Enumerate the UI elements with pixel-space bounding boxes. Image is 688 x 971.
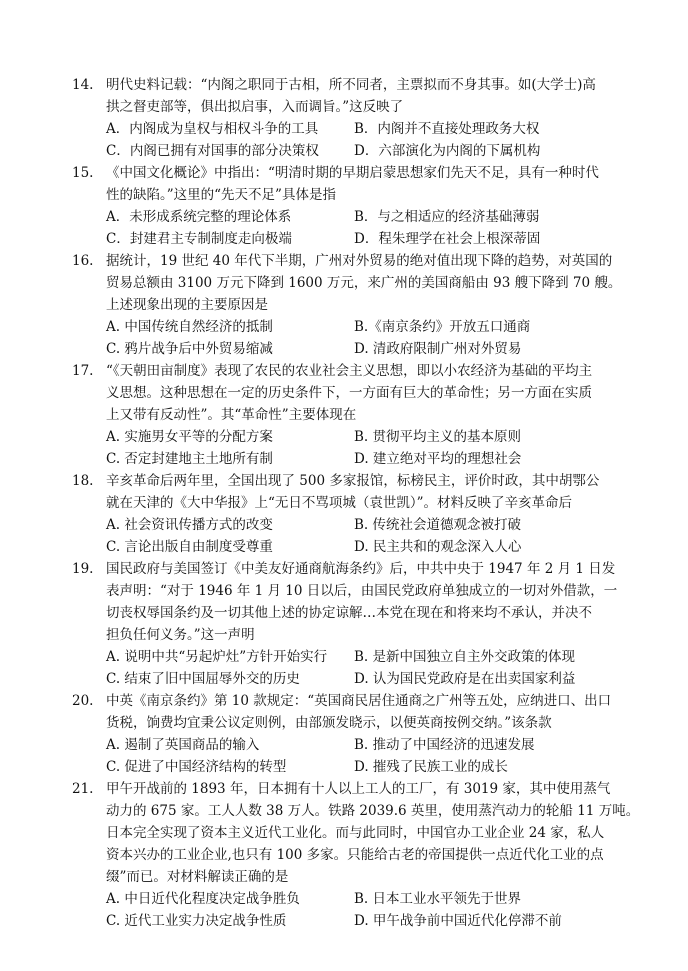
option-a: A. 社会资讯传播方式的改变 (106, 517, 273, 533)
option-c: C. 促进了中国经济结构的转型 (106, 759, 287, 775)
option-d: D. 摧残了民族工业的成长 (354, 759, 508, 775)
question-stem-line: 上又带有反动性”。其“革命性”主要体现在 (106, 407, 357, 423)
option-d: D. 建立绝对平均的理想社会 (354, 451, 522, 467)
question-16 (72, 250, 650, 360)
question-stem-line: 国民政府与美国签订《中美友好通商航海条约》后，中共中央于 1947 年 2 月 1 日发 (106, 561, 616, 577)
option-a: A．未形成系统完整的理论体系 (106, 209, 292, 225)
question-stem-line: 中英《南京条约》第 10 款规定：“英国商民居住通商之广州等五处，应纳进口、出口 (106, 693, 612, 709)
question-stem-line: 甲午开战前的 1893 年，日本拥有十人以上工人的工厂，有 3019 家，其中使用蒸气 (106, 781, 611, 797)
question-17 (72, 360, 650, 470)
option-b: B. 传统社会道德观念被打破 (354, 517, 522, 533)
option-b: B．与之相适应的经济基础薄弱 (354, 209, 540, 225)
option-c: C．封建君主专制制度走向极端 (106, 231, 292, 247)
question-stem-line: 拱之督吏部等，俱出拟启事，入而调旨。”这反映了 (106, 99, 404, 115)
option-a: A．内阁成为皇权与相权斗争的工具 (106, 121, 319, 137)
question-18 (72, 470, 650, 558)
question-number: 19. (72, 561, 94, 577)
question-stem-line: “《天朝田亩制度》表现了农民的农业社会主义思想，即以小农经济为基础的平均主 (106, 363, 593, 379)
question-number: 21. (72, 781, 94, 797)
question-number: 15. (72, 165, 94, 181)
option-a: A. 中国传统自然经济的抵制 (106, 319, 273, 335)
option-a: A. 说明中共“另起炉灶”方针开始实行 (106, 649, 328, 665)
option-b: B. 日本工业水平领先于世界 (354, 891, 522, 907)
option-c: C. 言论出版自由制度受尊重 (106, 539, 273, 555)
option-c: C. 鸦片战争后中外贸易缩减 (106, 341, 273, 357)
question-stem-line: 缀”而已。对材料解读正确的是 (106, 869, 289, 885)
option-d: D．程朱理学在社会上根深蒂固 (354, 231, 541, 247)
option-d: D. 认为国民党政府是在出卖国家利益 (354, 671, 576, 687)
option-b: B. 是新中国独立自主外交政策的体现 (354, 649, 576, 665)
question-number: 16. (72, 253, 94, 269)
question-stem-line: 明代史料记载：“内阁之职同于古相，所不同者，主票拟而不身其事。如(大学士)高 (106, 77, 596, 93)
option-b: B．内阁并不直接处理政务大权 (354, 121, 540, 137)
question-stem-line: 贸易总额由 3100 万元下降到 1600 万元，来广州的美国商船由 93 艘下降到 70 艘。 (106, 275, 622, 291)
question-21 (72, 778, 650, 932)
question-stem-line: 动力的 675 家。工人人数 38 万人。铁路 2039.6 英里，使用蒸汽动力的轮船 11 万吨。 (106, 803, 640, 819)
option-c: C．内阁已拥有对国事的部分决策权 (106, 143, 319, 159)
option-b: B.《南京条约》开放五口通商 (354, 319, 531, 335)
option-d: D. 清政府限制广州对外贸易 (354, 341, 522, 357)
option-b: B. 贯彻平均主义的基本原则 (354, 429, 522, 445)
question-stem-line: 义思想。这种思想在一定的历史条件下，一方面有巨大的革命性；另一方面在实质 (106, 385, 592, 401)
question-20 (72, 690, 650, 778)
option-b: B. 推动了中国经济的迅速发展 (354, 737, 535, 753)
option-c: C. 结束了旧中国屈辱外交的历史 (106, 671, 300, 687)
question-14 (72, 74, 650, 162)
question-19 (72, 558, 650, 690)
question-stem-line: 就在天津的《大中华报》上“无日不骂项城（袁世凯）”。材料反映了辛亥革命后 (106, 495, 573, 511)
question-number: 14. (72, 77, 94, 93)
question-stem-line: 上述现象出现的主要原因是 (106, 297, 268, 313)
question-15 (72, 162, 650, 250)
question-stem-line: 货税，饷费均宜秉公议定则例，由部颁发晓示，以便英商按例交纳。”该条款 (106, 715, 552, 731)
option-d: D．六部演化为内阁的下属机构 (354, 143, 541, 159)
option-a: A. 实施男女平等的分配方案 (106, 429, 273, 445)
question-number: 20. (72, 693, 94, 709)
question-stem-line: 性的缺陷。”这里的“先天不足”具体是指 (106, 187, 336, 203)
option-d: D. 民主共和的观念深入人心 (354, 539, 522, 555)
option-c: C. 否定封建地主土地所有制 (106, 451, 273, 467)
question-number: 17. (72, 363, 94, 379)
question-stem-line: 切丧权辱国条约及一切其他上述的协定谅解…本党在现在和将来均不承认，并决不 (106, 605, 592, 621)
question-stem-line: 表声明：“对于 1946 年 1 月 10 日以后，由国民党政府单独成立的一切对外借款，一 (106, 583, 618, 599)
option-a: A. 遏制了英国商品的输入 (106, 737, 260, 753)
question-stem-line: 担负任何义务。”这一声明 (106, 627, 255, 643)
question-stem-line: 资本兴办的工业企业,也只有 100 多家。只能给古老的帝国提供一点近代化工业的点 (106, 847, 604, 863)
option-d: D. 甲午战争前中国近代化停滞不前 (354, 913, 562, 929)
question-stem-line: 日本完全实现了资本主义近代工业化。而与此同时，中国官办工业企业 24 家，私人 (106, 825, 605, 841)
option-a: A. 中日近代化程度决定战争胜负 (106, 891, 300, 907)
question-stem-line: 据统计，19 世纪 40 年代下半期，广州对外贸易的绝对值出现下降的趋势，对英国的 (106, 253, 613, 269)
question-stem-line: 辛亥革命后两年里，全国出现了 500 多家报馆，标榜民主，评价时政，其中胡鄂公 (106, 473, 600, 489)
question-number: 18. (72, 473, 94, 489)
question-stem-line: 《中国文化概论》中指出：“明清时期的早期启蒙思想家们先天不足，具有一种时代 (106, 165, 599, 181)
option-c: C. 近代工业实力决定战争性质 (106, 913, 287, 929)
